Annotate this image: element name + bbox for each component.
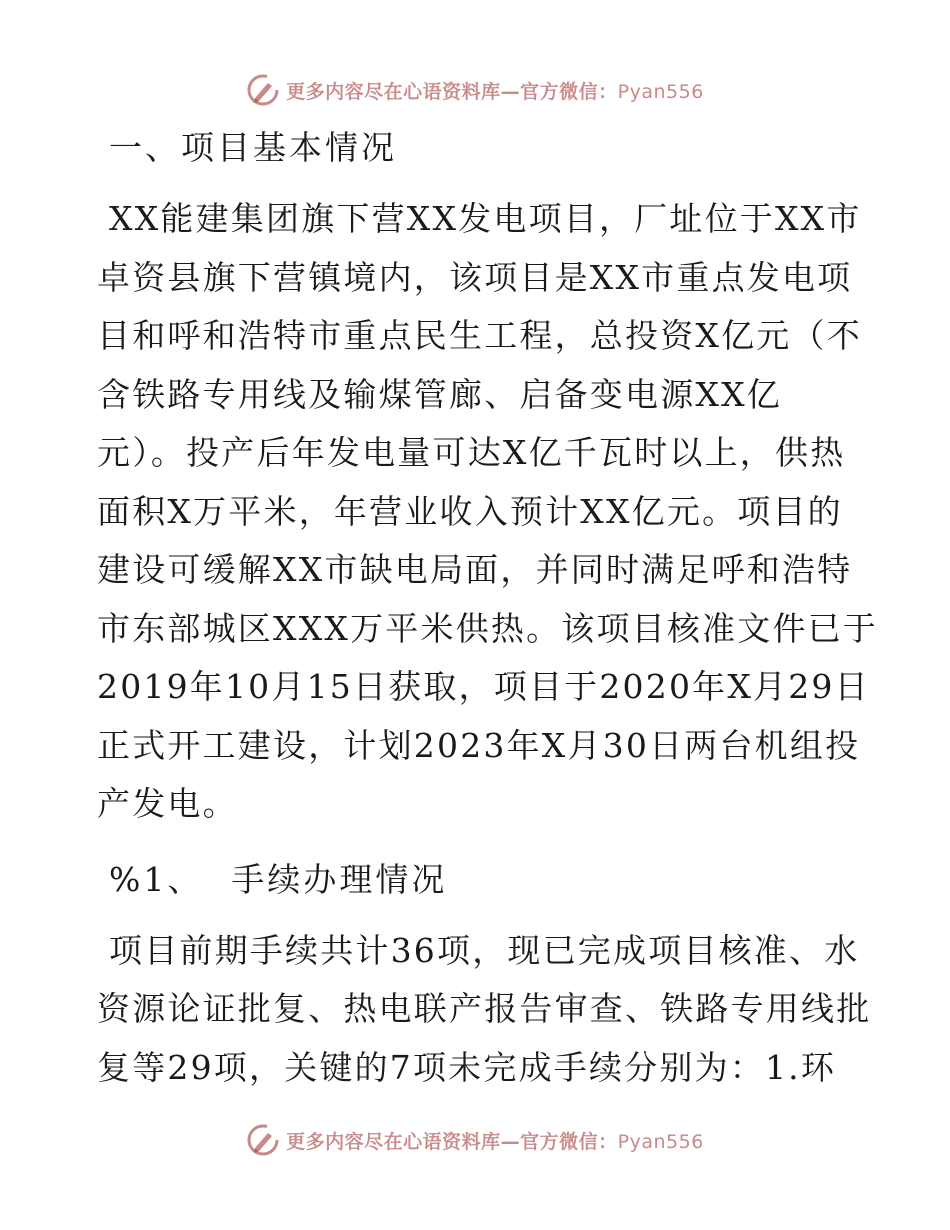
watermark-text: 更多内容尽在心语资料库—官方微信：Pyan556 (286, 1130, 704, 1153)
watermark-footer (0, 1120, 950, 1160)
paragraph-line: 卓资县旗下营镇境内，该项目是XX市重点发电项 (97, 257, 853, 297)
paragraph-line: 元）。投产后年发电量可达X亿千瓦时以上，供热 (97, 433, 846, 472)
paragraph-line: 正式开工建设，计划2023年X月30日两台机组投 (97, 725, 861, 765)
paragraph-project-overview (97, 178, 879, 834)
watermark-header (0, 70, 950, 110)
subsection-number: %1、 (109, 859, 204, 899)
subsection-title: 手续办理情况 (231, 859, 448, 899)
watermark-wechat-id: Pyan556 (617, 80, 704, 103)
paragraph-line: 市东部城区XXX万平米供热。该项目核准文件已于 (97, 608, 879, 648)
paragraph-line: 面积X万平米，年营业收入预计XX亿元。项目的 (97, 491, 843, 531)
watermark-text: 更多内容尽在心语资料库—官方微信：Pyan556 (286, 80, 704, 103)
paragraph-line: 项目前期手续共计36项，现已完成项目核准、水 (109, 930, 860, 970)
paragraph-line: 目和呼和浩特市重点民生工程，总投资X亿元（不 (97, 316, 862, 355)
paragraph-line: 复等29项，关键的7项未完成手续分别为：1.环 (97, 1047, 837, 1087)
paragraph-line: 含铁路专用线及输煤管廊、启备变电源XX亿 (97, 374, 782, 414)
paragraph-line: 产发电。 (97, 784, 238, 823)
document-body (97, 118, 879, 1097)
subsection-heading (97, 834, 867, 910)
paragraph-line: 资源论证批复、热电联产报告审查、铁路专用线批 (97, 989, 872, 1028)
paragraph-line: 建设可缓解XX市缺电局面，并同时满足呼和浩特 (97, 550, 853, 589)
paragraph-line: XX能建集团旗下营XX发电项目，厂址位于XX市 (109, 199, 862, 238)
watermark-wechat-id: Pyan556 (617, 1130, 704, 1153)
paragraph-line: 2019年10月15日获取，项目于2020年X月29日 (97, 667, 870, 706)
pen-logo-icon (246, 1123, 280, 1157)
pen-logo-icon (246, 73, 280, 107)
section-heading: 一、项目基本情况 (109, 128, 397, 167)
paragraph-procedures (97, 910, 872, 1098)
